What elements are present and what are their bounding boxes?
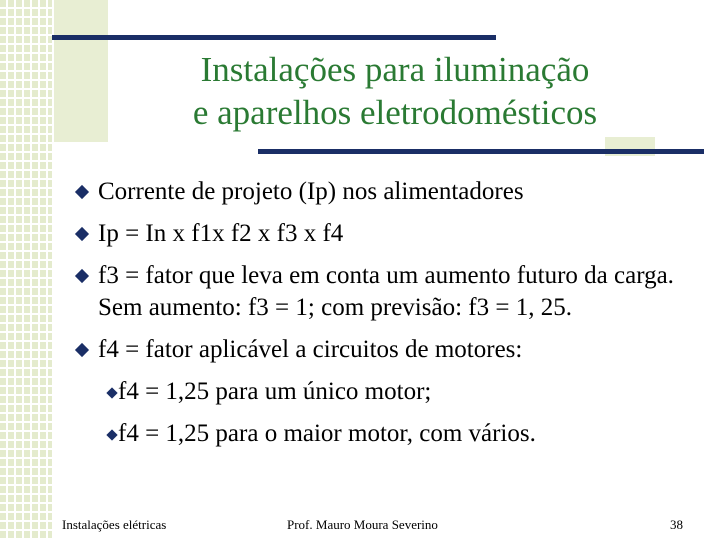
title-line-1: Instalações para iluminação <box>200 50 590 89</box>
diamond-bullet-icon <box>75 185 89 199</box>
bullet-item <box>74 334 694 366</box>
sub-bullet-item <box>74 376 694 408</box>
bullet-text: f4 = fator aplicável a circuitos de motores: <box>98 336 523 363</box>
diamond-bullet-icon <box>75 227 89 241</box>
footer-author: Prof. Mauro Moura Severino <box>287 517 438 532</box>
bullet-text: Ip = In x f1x f2 x f3 x f4 <box>98 220 344 247</box>
sub-bullet-text: f4 = 1,25 para o maior motor, com vários. <box>118 420 536 447</box>
diamond-bullet-icon <box>106 429 117 440</box>
sub-bullet-item <box>74 418 694 450</box>
title-line-2: e aparelhos eletrodomésticos <box>192 93 598 132</box>
diamond-bullet-icon <box>75 269 89 283</box>
footer-course: Instalações elétricas <box>62 517 167 532</box>
bullet-item <box>74 176 694 208</box>
page-number: 38 <box>670 517 683 532</box>
slide-title <box>110 48 680 134</box>
bullet-item <box>74 260 694 324</box>
bullet-list <box>74 176 694 460</box>
bullet-text: f3 = fator que leva em conta um aumento futuro da carga. Sem aumento: f3 = 1; com previsão: f3 = 1, 25. <box>98 262 674 321</box>
title-rule-bottom <box>258 149 704 154</box>
decorative-stripe-bar <box>0 0 52 540</box>
decorative-title-block <box>54 0 108 142</box>
sub-bullet-text: f4 = 1,25 para um único motor; <box>118 378 432 405</box>
diamond-bullet-icon <box>106 387 117 398</box>
bullet-text: Corrente de projeto (Ip) nos alimentadores <box>98 178 524 205</box>
title-rule-top <box>52 35 496 40</box>
bullet-item <box>74 218 694 250</box>
diamond-bullet-icon <box>75 343 89 357</box>
